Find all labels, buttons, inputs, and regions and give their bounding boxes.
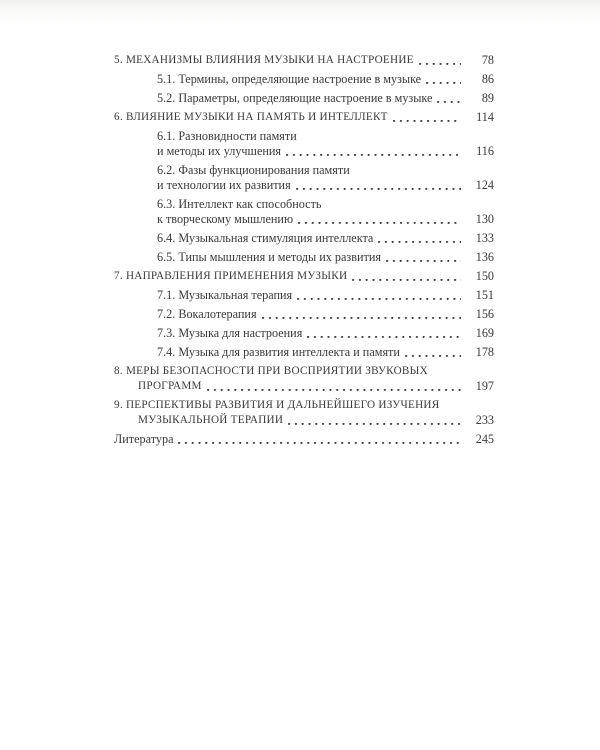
toc-page-number: 86 — [481, 72, 494, 86]
toc-entry-line — [114, 398, 494, 413]
toc-entry-line — [157, 307, 494, 322]
toc-page-number: 136 — [475, 250, 494, 264]
toc-entry-line — [157, 91, 494, 106]
toc-leader-dots — [283, 413, 468, 428]
toc-page-number: 89 — [481, 91, 494, 105]
toc-page-number: 150 — [475, 269, 494, 283]
toc-entry-title: 8. МЕРЫ БЕЗОПАСНОСТИ ПРИ ВОСПРИЯТИИ ЗВУКОВЫХ — [114, 365, 428, 377]
toc-entry — [114, 364, 494, 394]
toc-page-number: 78 — [481, 53, 494, 67]
toc-entry — [114, 432, 494, 447]
toc-leader-dots — [347, 269, 468, 284]
toc-page-number: 233 — [475, 413, 494, 427]
toc-page-number: 130 — [475, 212, 494, 226]
table-of-contents — [114, 52, 494, 451]
toc-entry-line — [157, 212, 494, 227]
toc-entry — [157, 129, 494, 159]
toc-entry-title: Литература — [114, 432, 174, 446]
toc-leader-dots — [400, 345, 468, 360]
toc-entry-title: 6.4. Музыкальная стимуляция интеллекта — [157, 231, 374, 245]
toc-entry-line — [157, 72, 494, 87]
toc-entry-title: 6.5. Типы мышления и методы их развития — [157, 250, 381, 264]
toc-entry-title: 5.1. Термины, определяющие настроение в музыке — [157, 72, 422, 86]
toc-entry-line — [157, 250, 494, 265]
toc-leader-dots — [293, 212, 468, 227]
toc-entry-line — [114, 364, 494, 379]
toc-page-number: 156 — [475, 307, 494, 321]
toc-page-number: 116 — [476, 144, 494, 158]
toc-entry-line — [157, 288, 494, 303]
toc-leader-dots — [202, 379, 468, 394]
toc-entry — [157, 250, 494, 265]
toc-entry — [157, 231, 494, 246]
toc-entry — [157, 288, 494, 303]
toc-entry — [157, 307, 494, 322]
toc-entry — [157, 91, 494, 106]
toc-entry-title: 6.1. Разновидности памяти — [157, 129, 297, 143]
toc-entry-title: 9. ПЕРСПЕКТИВЫ РАЗВИТИЯ И ДАЛЬНЕЙШЕГО ИЗУЧЕНИЯ — [114, 399, 440, 411]
toc-entry-title: 7.1. Музыкальная терапия — [157, 288, 293, 302]
toc-entry-title: 6.3. Интеллект как способность — [157, 197, 322, 211]
toc-leader-dots — [292, 288, 468, 303]
toc-entry-line — [157, 129, 494, 144]
toc-leader-dots — [291, 178, 468, 193]
toc-entry — [157, 326, 494, 341]
toc-entry-title-continuation: и методы их улучшения — [157, 144, 282, 158]
toc-entry — [157, 72, 494, 87]
toc-entry-title-continuation: ПРОГРАММ — [138, 380, 202, 392]
toc-entry-line — [157, 326, 494, 341]
toc-page-number: 151 — [475, 288, 494, 302]
toc-entry — [157, 197, 494, 227]
toc-entry-line — [114, 110, 494, 125]
toc-page-number: 133 — [475, 231, 494, 245]
toc-entry-title-continuation: к творческому мышлению — [157, 212, 294, 226]
toc-entry-line — [157, 345, 494, 360]
toc-page-number: 169 — [475, 326, 494, 340]
toc-entry-title: 7.2. Вокалотерапия — [157, 307, 257, 321]
toc-entry — [114, 110, 494, 125]
toc-leader-dots — [421, 72, 468, 87]
toc-entry — [157, 345, 494, 360]
toc-leader-dots — [257, 307, 468, 322]
toc-entry — [114, 269, 494, 284]
toc-entry-line — [157, 163, 494, 178]
toc-page-number: 197 — [475, 379, 494, 393]
toc-leader-dots — [373, 231, 468, 246]
toc-entry-line — [157, 231, 494, 246]
toc-leader-dots — [388, 110, 468, 125]
toc-leader-dots — [432, 91, 468, 106]
toc-leader-dots — [281, 144, 468, 159]
toc-entry-title: 6.2. Фазы функционирования памяти — [157, 163, 350, 177]
toc-entry-line — [157, 178, 494, 193]
toc-entry-title: 7.4. Музыка для развития интеллекта и памяти — [157, 345, 400, 359]
toc-entry-title: 7.3. Музыка для настроения — [157, 326, 303, 340]
toc-leader-dots — [302, 326, 468, 341]
toc-entry-line — [138, 379, 494, 394]
toc-page-number: 114 — [476, 110, 494, 124]
toc-entry-title-continuation: МУЗЫКАЛЬНОЙ ТЕРАПИИ — [138, 414, 284, 426]
toc-entry-line — [138, 413, 494, 428]
toc-entry — [157, 163, 494, 193]
toc-entry — [114, 53, 494, 68]
toc-entry — [114, 398, 494, 428]
toc-page-number: 245 — [475, 432, 494, 446]
toc-entry-line — [157, 197, 494, 212]
toc-entry-title: 5. МЕХАНИЗМЫ ВЛИЯНИЯ МУЗЫКИ НА НАСТРОЕНИЕ — [114, 54, 414, 66]
toc-page-number: 178 — [475, 345, 494, 359]
toc-entry-title: 6. ВЛИЯНИЕ МУЗЫКИ НА ПАМЯТЬ И ИНТЕЛЛЕКТ — [114, 111, 388, 123]
toc-entry-title-continuation: и технологии их развития — [157, 178, 291, 192]
toc-leader-dots — [173, 432, 468, 447]
toc-entry-title: 7. НАПРАВЛЕНИЯ ПРИМЕНЕНИЯ МУЗЫКИ — [114, 270, 348, 282]
toc-entry-line — [114, 53, 494, 68]
toc-leader-dots — [414, 53, 468, 68]
toc-leader-dots — [381, 250, 468, 265]
toc-entry-line — [114, 432, 494, 447]
toc-page-number: 124 — [475, 178, 494, 192]
toc-entry-line — [114, 269, 494, 284]
toc-entry-line — [157, 144, 494, 159]
toc-entry-title: 5.2. Параметры, определяющие настроение в музыке — [157, 91, 433, 105]
